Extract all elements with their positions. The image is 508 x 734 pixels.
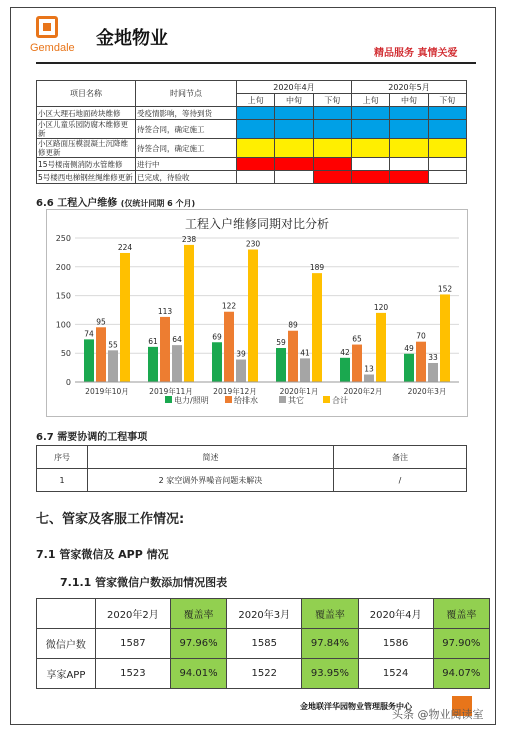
period-header: 上旬 [237,94,275,107]
repair-chart [46,209,468,417]
timeline-cell [390,171,428,184]
y-tick-label: 100 [55,320,71,330]
data-label: 13 [364,364,374,374]
project-status: 待签合同，确定施工 [136,120,237,139]
cell-rate: 97.84% [302,629,358,659]
timeline-cell [237,120,275,139]
data-label: 230 [245,239,261,249]
section-6-7-title: 6.7 需要协调的工程事项 [36,432,148,443]
timeline-cell [351,171,389,184]
footer-text: 金地联洋华园物业管理服务中心 [300,702,412,711]
data-label: 238 [181,234,197,244]
timeline-cell [351,139,389,158]
section-6-6-title [36,194,195,209]
bar [300,358,310,382]
bar [312,273,322,382]
timeline-cell [313,120,351,139]
cell-remark: / [334,469,467,492]
bar [224,312,234,382]
period-header: 下旬 [428,94,466,107]
bar [108,350,118,382]
cell-value: 1587 [95,629,170,659]
bar [352,345,362,382]
data-label: 120 [373,302,389,312]
project-name: 小区大理石地面砖块维修 [37,107,136,120]
data-label: 49 [404,343,414,353]
bar [404,354,414,382]
data-label: 64 [172,335,182,345]
data-label: 61 [148,336,158,346]
section-note: (仅统计同期 6 个月) [120,199,196,208]
schedule-row [37,107,467,120]
cell-value: 1523 [95,659,170,689]
wechat-app-table [36,598,490,689]
timeline-cell [428,139,466,158]
header-cell: 覆盖率 [302,599,358,629]
data-label: 55 [108,340,118,350]
timeline-cell [351,158,389,171]
legend-label: 其它 [288,396,304,405]
timeline-cell [275,139,313,158]
data-label: 189 [309,263,325,273]
bar [428,363,438,382]
bar [416,342,426,382]
timeline-cell [313,139,351,158]
bar [148,347,158,382]
logo-text: Gemdale [30,42,75,54]
timeline-cell [390,139,428,158]
col-time-header: 时间节点 [136,81,237,107]
header-cell [37,599,96,629]
header-cell: 覆盖率 [170,599,226,629]
data-label: 95 [96,317,106,327]
data-label: 224 [117,242,133,252]
bar [84,339,94,382]
timeline-cell [428,158,466,171]
y-tick-label: 0 [65,378,71,387]
data-label: 39 [236,349,246,359]
legend-label: 合计 [332,396,348,405]
timeline-cell [275,120,313,139]
data-label: 89 [288,320,298,330]
cell-rate: 97.90% [433,629,489,659]
table-row [37,469,467,492]
period-header: 上旬 [351,94,389,107]
col-project-header: 项目名称 [37,81,136,107]
table-row [37,659,490,689]
legend-swatch [279,396,286,403]
row-label: 享家APP [37,659,96,689]
timeline-cell [313,158,351,171]
data-label: 59 [276,338,286,348]
project-name: 15号楼南侧消防水管维修 [37,158,136,171]
data-label: 152 [437,284,453,294]
schedule-row [37,120,467,139]
cell-rate: 97.96% [170,629,226,659]
row-label: 微信户数 [37,629,96,659]
bar [96,327,106,382]
cell-summary: 2 家空调外界噪音问题未解决 [88,469,334,492]
coordination-table [36,445,467,492]
project-status: 受疫情影响，等待到货 [136,107,237,120]
y-tick-label: 150 [55,291,71,301]
maintenance-schedule-table [36,80,467,184]
slogan: 精品服务 真情关爱 [374,48,458,59]
x-tick-label: 2020年2月 [343,387,383,396]
y-tick-label: 200 [55,262,71,272]
project-name: 5号楼西电梯钢丝绳维修更新 [37,171,136,184]
col-remark-header: 备注 [334,446,467,469]
brand-name: 金地物业 [96,28,168,49]
period-header: 下旬 [313,94,351,107]
timeline-cell [390,158,428,171]
cell-value: 1522 [227,659,302,689]
cell-rate: 94.01% [170,659,226,689]
period-header: 中旬 [390,94,428,107]
data-label: 65 [352,334,362,344]
timeline-cell [390,120,428,139]
timeline-cell [351,120,389,139]
project-status: 进行中 [136,158,237,171]
schedule-row [37,139,467,158]
bar [236,360,246,382]
timeline-cell [237,158,275,171]
watermark: 头条 @物业阅读室 [392,708,484,721]
data-label: 33 [428,352,438,362]
data-label: 122 [221,301,237,311]
timeline-cell [390,107,428,120]
logo-mark-icon [36,16,58,38]
schedule-row [37,158,467,171]
table-row [37,629,490,659]
legend-swatch [323,396,330,403]
section-title-text: 6.6 工程入户维修 [36,198,118,209]
header-cell: 2020年4月 [358,599,433,629]
data-label: 41 [300,348,310,358]
section-7-1-1-title: 7.1.1 管家微信户数添加情况图表 [60,576,228,589]
legend-label: 电力/照明 [174,396,209,405]
timeline-cell [428,171,466,184]
timeline-cell [351,107,389,120]
timeline-cell [237,171,275,184]
bar [376,313,386,382]
month-header: 2020年5月 [351,81,466,94]
x-tick-label: 2020年3月 [407,387,447,396]
data-label: 113 [157,306,173,316]
section-7-title: 七、管家及客服工作情况: [36,512,185,527]
col-index-header: 序号 [37,446,88,469]
bar [340,358,350,382]
y-tick-label: 250 [55,234,71,243]
header-cell: 覆盖率 [433,599,489,629]
timeline-cell [275,107,313,120]
legend-swatch [165,396,172,403]
bar [184,245,194,382]
bar [172,345,182,382]
bar [120,253,130,382]
x-tick-label: 2019年11月 [149,387,193,396]
x-tick-label: 2019年12月 [213,387,257,396]
project-name: 小区路面压模混凝土沉降维修更新 [37,139,136,158]
legend-label: 给排水 [234,396,258,405]
project-name: 小区儿童乐园防腐木维修更新 [37,120,136,139]
timeline-cell [313,107,351,120]
month-header: 2020年4月 [237,81,352,94]
cell-value: 1524 [358,659,433,689]
x-tick-label: 2019年10月 [85,387,129,396]
header-divider [36,62,476,64]
timeline-cell [428,120,466,139]
chart-title: 工程入户维修同期对比分析 [184,217,330,231]
bar [364,375,374,382]
project-status: 待签合同，确定施工 [136,139,237,158]
bar [288,331,298,382]
bar [276,348,286,382]
cell-index: 1 [37,469,88,492]
cell-rate: 94.07% [433,659,489,689]
timeline-cell [237,107,275,120]
chart-svg [47,210,467,416]
data-label: 42 [340,347,350,357]
cell-rate: 93.95% [302,659,358,689]
bar [160,317,170,382]
company-logo [28,16,82,58]
timeline-cell [275,171,313,184]
data-label: 70 [416,331,426,341]
timeline-cell [237,139,275,158]
period-header: 中旬 [275,94,313,107]
project-status: 已完成，待验收 [136,171,237,184]
legend-swatch [225,396,232,403]
section-7-1-title: 7.1 管家微信及 APP 情况 [36,548,169,561]
data-label: 69 [212,332,222,342]
bar [440,294,450,382]
bar [248,250,258,382]
cell-value: 1586 [358,629,433,659]
data-label: 74 [84,329,94,339]
y-tick-label: 50 [60,349,71,359]
header-cell: 2020年2月 [95,599,170,629]
col-summary-header: 简述 [88,446,334,469]
timeline-cell [275,158,313,171]
bar [212,342,222,382]
timeline-cell [428,107,466,120]
x-tick-label: 2020年1月 [279,387,319,396]
schedule-row [37,171,467,184]
timeline-cell [313,171,351,184]
cell-value: 1585 [227,629,302,659]
header-cell: 2020年3月 [227,599,302,629]
